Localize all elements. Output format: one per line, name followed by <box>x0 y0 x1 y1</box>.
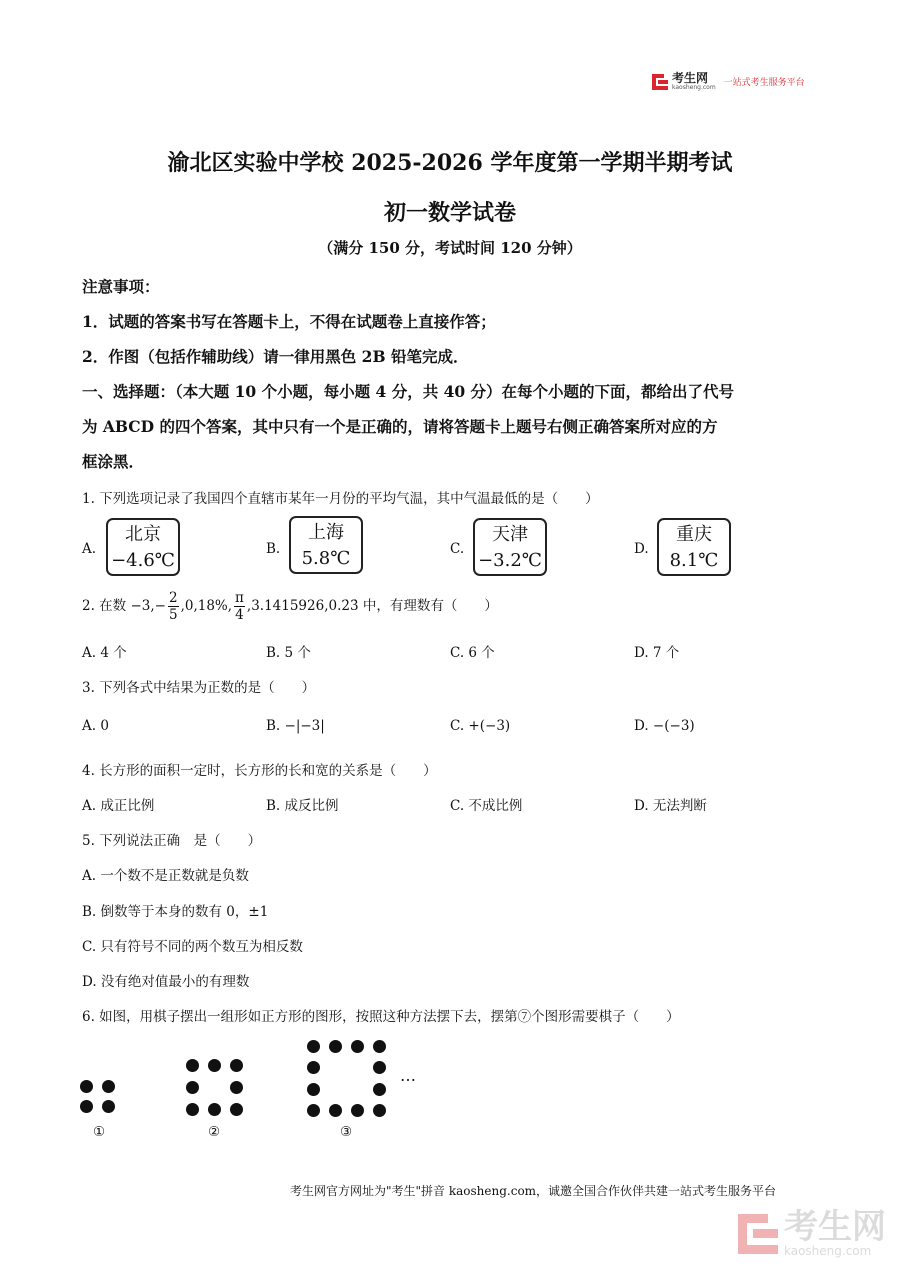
chess-piece <box>329 1104 342 1117</box>
q1-option-a-city: 北京 <box>125 524 161 545</box>
pattern-ellipsis: … <box>400 1066 416 1085</box>
brand-domain: kaosheng.com <box>672 84 716 91</box>
q1-option-c-temp: −3.2℃ <box>478 550 542 571</box>
q1-option-c-city: 天津 <box>492 524 528 545</box>
exam-info: （满分 150 分，考试时间 120 分钟） <box>318 239 582 257</box>
watermark-brand: 考生网 <box>784 1207 886 1247</box>
chess-piece <box>373 1083 386 1096</box>
question-5-text: 5. 下列说法正确 是（ ） <box>82 833 262 849</box>
question-1-text: 1. 下列选项记录了我国四个直辖市某年一月份的平均气温，其中气温最低的是（ ） <box>82 491 599 507</box>
q1-option-a-temp: −4.6℃ <box>111 550 175 571</box>
q5-option-b: B. 倒数等于本身的数有 0，±1 <box>82 904 269 920</box>
brand-logo-icon <box>652 74 668 90</box>
q1-option-d-temp: 8.1℃ <box>669 550 719 571</box>
chess-piece <box>373 1040 386 1053</box>
chess-piece <box>307 1083 320 1096</box>
q1-option-d-label: D. <box>634 541 649 557</box>
header-logo <box>652 72 805 91</box>
question-3-text: 3. 下列各式中结果为正数的是（ ） <box>82 680 316 696</box>
q5-option-a: A. 一个数不是正数就是负数 <box>82 868 249 884</box>
fraction-pi-over-four: $\frac{\pi}{4}$ <box>235 590 244 623</box>
question-6-text: 6. 如图，用棋子摆出一组形如正方形的图形，按照这种方法摆下去，摆第⑦个图形需要棋子（ ） <box>82 1009 680 1025</box>
chess-piece <box>186 1103 199 1116</box>
pattern-figure-3 <box>307 1040 389 1122</box>
notice-heading: 注意事项： <box>82 277 160 296</box>
q3-option-a: A. 0 <box>82 718 109 734</box>
chess-piece <box>230 1103 243 1116</box>
q5-option-d: D. 没有绝对值最小的有理数 <box>82 974 250 990</box>
pattern-figure-2 <box>186 1059 246 1119</box>
q4-option-c: C. 不成比例 <box>450 798 523 814</box>
watermark-logo-icon <box>738 1214 778 1254</box>
q1-option-d-city: 重庆 <box>676 524 712 545</box>
chess-piece <box>80 1080 93 1093</box>
q4-option-d: D. 无法判断 <box>634 798 707 814</box>
pattern-figure-1 <box>80 1080 120 1120</box>
q3-option-c: C. +(−3) <box>450 718 511 734</box>
q1-option-a-box <box>106 518 180 576</box>
chess-piece <box>230 1081 243 1094</box>
q1-option-b-label: B. <box>266 541 281 557</box>
watermark-domain: kaosheng.com <box>784 1244 872 1258</box>
chess-piece <box>230 1059 243 1072</box>
q4-option-a: A. 成正比例 <box>82 798 155 814</box>
chess-piece <box>351 1040 364 1053</box>
notice-item-2: 2．作图（包括作辅助线）请一律用黑色 2B 铅笔完成． <box>82 347 469 366</box>
chess-piece <box>329 1040 342 1053</box>
section1-line-1: 一、选择题：（本大题 10 个小题，每小题 4 分，共 40 分）在每个小题的下面，都给出了代号 <box>82 382 735 401</box>
chess-piece <box>208 1103 221 1116</box>
figure-2-label: ② <box>208 1124 221 1140</box>
q4-option-b: B. 成反比例 <box>266 798 339 814</box>
q1-option-c-box <box>473 518 547 576</box>
chess-piece <box>351 1104 364 1117</box>
chess-piece <box>307 1040 320 1053</box>
q2-option-c: C. 6 个 <box>450 645 495 661</box>
q1-option-c-label: C. <box>450 541 465 557</box>
q5-option-c: C. 只有符号不同的两个数互为相反数 <box>82 939 303 955</box>
notice-item-1: 1．试题的答案书写在答题卡上，不得在试题卷上直接作答； <box>82 312 496 331</box>
fraction-two-fifths: $\frac{2}{5}$ <box>168 590 178 623</box>
exam-title: 渝北区实验中学校 2025-2026 学年度第一学期半期考试 <box>167 150 733 176</box>
q1-option-b-temp: 5.8℃ <box>301 548 351 569</box>
q3-option-d: D. −(−3) <box>634 718 695 734</box>
figure-3-label: ③ <box>340 1124 353 1140</box>
chess-piece <box>373 1061 386 1074</box>
chess-piece <box>373 1104 386 1117</box>
q1-option-a-label: A. <box>82 541 97 557</box>
section1-line-2: 为 ABCD 的四个答案，其中只有一个是正确的，请将答题卡上题号右侧正确答案所对应的方 <box>82 417 718 436</box>
chess-piece <box>80 1100 93 1113</box>
q2-option-b: B. 5 个 <box>266 645 311 661</box>
question-2-text: 2. 在数 −3,− $\frac{2}{5}$ ,0,18%, $\frac{\pi}{4}$ ,3.1415926,0.2̇3̇ 中，有理数有（ ） <box>82 590 498 623</box>
q1-option-b-city: 上海 <box>308 522 344 543</box>
chess-piece <box>307 1104 320 1117</box>
brand-name: 考生网 <box>672 71 709 85</box>
q2-option-a: A. 4 个 <box>82 645 127 661</box>
chess-piece <box>307 1061 320 1074</box>
q3-option-b: B. −|−3| <box>266 718 325 734</box>
footer-text: 考生网官方网址为"考生"拼音 kaosheng.com，诚邀全国合作伙伴共建一站式考生服务平台 <box>290 1184 777 1198</box>
section1-line-3: 框涂黑． <box>82 452 145 471</box>
brand-slogan: 一站式考生服务平台 <box>723 78 805 88</box>
exam-subtitle: 初一数学试卷 <box>383 200 516 226</box>
chess-piece <box>186 1059 199 1072</box>
chess-piece <box>186 1081 199 1094</box>
chess-piece <box>102 1100 115 1113</box>
question-4-text: 4. 长方形的面积一定时，长方形的长和宽的关系是（ ） <box>82 763 437 779</box>
watermark <box>738 1207 886 1258</box>
chess-piece <box>208 1059 221 1072</box>
q1-option-d-box <box>657 518 731 576</box>
q1-option-b-box <box>289 516 363 574</box>
q2-option-d: D. 7 个 <box>634 645 680 661</box>
figure-1-label: ① <box>93 1124 106 1140</box>
chess-piece <box>102 1080 115 1093</box>
